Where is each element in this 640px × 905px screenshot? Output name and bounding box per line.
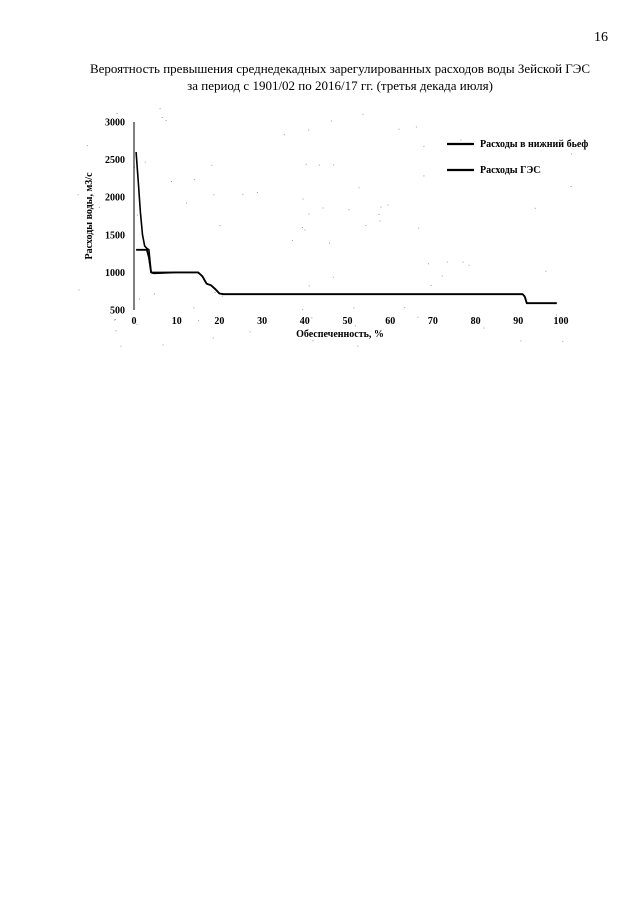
speckle-dot <box>306 164 307 165</box>
speckle-dot <box>137 324 138 325</box>
speckle-dot <box>362 114 363 115</box>
speckle-dot <box>250 331 251 332</box>
speckle-dot <box>355 326 356 327</box>
speckle-dot <box>312 340 313 341</box>
x-tick-label: 50 <box>342 316 353 327</box>
speckle-dot <box>198 320 199 321</box>
speckle-dot <box>333 277 334 278</box>
speckle-dot <box>545 271 546 272</box>
chart-title: Вероятность превышения среднедекадных зарегулированных расходов воды Зейской ГЭС <box>89 61 591 76</box>
speckle-dot <box>121 346 122 347</box>
speckle-dot <box>463 262 464 263</box>
speckle-dot <box>423 175 424 176</box>
speckle-dot <box>359 187 360 188</box>
speckle-dot <box>145 162 146 163</box>
speckle-dot <box>87 145 88 146</box>
speckle-dot <box>139 298 140 299</box>
speckle-dot <box>284 134 285 135</box>
y-tick-labels <box>105 118 125 317</box>
speckle-dot <box>460 140 461 141</box>
legend-label-series-1: Расходы в нижний бьеф <box>480 139 589 150</box>
speckle-dot <box>380 221 381 222</box>
speckle-dot <box>357 346 358 347</box>
speckle-dot <box>222 296 223 297</box>
speckle-dot <box>219 225 220 226</box>
speckle-dot <box>166 120 167 121</box>
speckle-dot <box>215 292 216 293</box>
x-tick-label: 10 <box>171 316 182 327</box>
series-line-2 <box>136 250 557 303</box>
speckle-dot <box>242 194 243 195</box>
speckle-dot <box>114 320 115 321</box>
speckle-dot <box>329 243 330 244</box>
speckle-dot <box>99 207 100 208</box>
x-axis-label: Обеспеченность, % <box>296 329 384 340</box>
speckle-dot <box>308 213 309 214</box>
speckle-dot <box>305 230 306 231</box>
speckle-dot <box>257 192 258 193</box>
speckle-dot <box>194 179 195 180</box>
speckle-dot <box>428 263 429 264</box>
speckle-dot <box>311 317 312 318</box>
speckle-dot <box>520 340 521 341</box>
speckle-dot <box>117 113 118 114</box>
speckle-dot <box>292 240 293 241</box>
speckle-dot <box>213 338 214 339</box>
speckle-dot <box>416 126 417 127</box>
speckle-dot <box>308 130 309 131</box>
speckle-dot <box>331 121 332 122</box>
speckle-dot <box>303 199 304 200</box>
x-tick-label: 0 <box>131 316 137 327</box>
speckle-dot <box>302 227 303 228</box>
speckle-dot <box>562 341 563 342</box>
speckle-dot <box>78 194 79 195</box>
x-tick-label: 70 <box>427 316 438 327</box>
speckle-dot <box>571 186 572 187</box>
x-tick-label: 60 <box>385 316 396 327</box>
speckle-dot <box>309 285 310 286</box>
speckle-dot <box>388 204 389 205</box>
x-tick-label: 100 <box>553 316 569 327</box>
speckle-dot <box>194 307 195 308</box>
speckle-dot <box>115 330 116 331</box>
speckle-dot <box>442 276 443 277</box>
speckle-dot <box>381 207 382 208</box>
speckle-dot <box>323 208 324 209</box>
speckle-dot <box>399 129 400 130</box>
x-tick-labels <box>132 316 569 327</box>
legend-label-series-2: Расходы ГЭС <box>480 165 541 176</box>
x-tick-label: 30 <box>257 316 268 327</box>
speckle-dot <box>160 108 161 109</box>
y-axis-label: Расходы воды, м3/с <box>84 172 95 260</box>
x-tick-label: 80 <box>470 316 481 327</box>
speckle-dot <box>404 307 405 308</box>
speckle-dot <box>353 307 354 308</box>
x-tick-label: 20 <box>214 316 225 327</box>
speckle-dot <box>571 153 572 154</box>
speckle-dot <box>171 181 172 182</box>
chart-legend <box>447 139 588 176</box>
speckle-dot <box>302 309 303 310</box>
speckle-dot <box>417 317 418 318</box>
y-tick-label: 2000 <box>105 192 125 204</box>
speckle-dot <box>186 203 187 204</box>
x-tick-label: 90 <box>513 316 524 327</box>
speckle-dot <box>213 194 214 195</box>
speckle-dot <box>535 208 536 209</box>
speckle-dot <box>447 261 448 262</box>
speckle-dot <box>211 165 212 166</box>
speckle-dot <box>319 165 320 166</box>
y-tick-label: 3000 <box>105 117 125 129</box>
x-tick-label: 40 <box>299 316 310 327</box>
y-tick-label: 500 <box>110 305 125 317</box>
speckle-dot <box>483 328 484 329</box>
speckle-dot <box>365 225 366 226</box>
speckle-dot <box>469 265 470 266</box>
speckle-dot <box>78 290 79 291</box>
speckle-dot <box>163 345 164 346</box>
y-tick-label: 1500 <box>105 230 125 242</box>
y-tick-label: 2500 <box>105 155 125 167</box>
speckle-dot <box>162 117 163 118</box>
speckle-dot <box>333 164 334 165</box>
speckle-dot <box>418 228 419 229</box>
speckle-dot <box>349 209 350 210</box>
speckle-dot <box>379 214 380 215</box>
speckle-dot <box>423 146 424 147</box>
page-number: 16 <box>594 30 608 45</box>
speckle-dot <box>137 215 138 216</box>
chart-subtitle: за период с 1901/02 по 2016/17 гг. (третья декада июля) <box>187 78 493 93</box>
y-tick-label: 1000 <box>105 267 125 279</box>
speckle-dot <box>431 285 432 286</box>
speckle-dot <box>154 294 155 295</box>
